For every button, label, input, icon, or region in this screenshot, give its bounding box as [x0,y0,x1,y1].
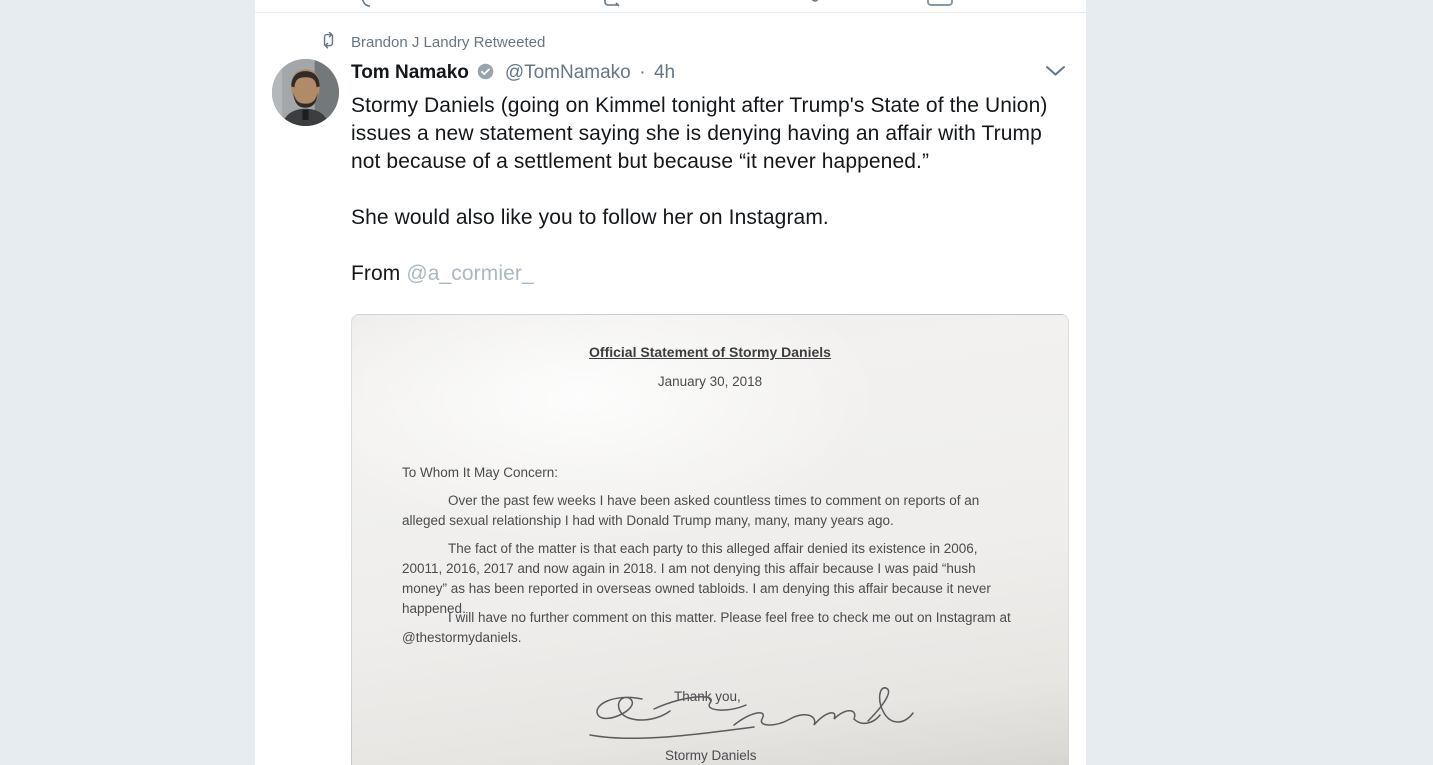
tweet-header [351,62,1070,88]
retweet-context [255,32,1086,52]
tweet-text-paragraph-1: Stormy Daniels (going on Kimmel tonight after Trump's State of the Union) issues a new statement saying she is denying having an affair with Trump not because of a settlement but because “it never happened.” [351,94,1048,173]
retweet-icon[interactable] [603,0,625,8]
from-label: From [351,262,407,285]
letter-salutation: To Whom It May Concern: [402,465,559,480]
avatar-photo [272,59,339,126]
author-handle[interactable]: @TomNamako [504,62,631,83]
previous-tweet-actions [255,0,1086,11]
retweet-context-label[interactable]: Brandon J Landry Retweeted [351,34,546,51]
tweet-text-paragraph-3 [351,260,1070,288]
letter-signature-name: Stormy Daniels [665,748,757,763]
letter-paragraph-3: I will have no further comment on this matter. Please feel free to check me out on Instagram at @thestormydaniels. [402,610,1011,645]
attached-letter-image[interactable] [351,314,1069,765]
verified-badge-icon [477,63,494,85]
tweet-divider [255,12,1086,13]
tweet-timestamp[interactable]: 4h [653,62,676,83]
chevron-down-icon[interactable] [1045,64,1066,82]
letter-closing: Thank you, [674,689,741,704]
tweet-text-paragraph-2: She would also like you to follow her on Instagram. [351,206,829,229]
letter-title: Official Statement of Stormy Daniels [589,344,831,360]
letter-date: January 30, 2018 [657,374,763,389]
avatar[interactable] [272,59,339,126]
letter-paragraph-1: Over the past few weeks I have been asked countless times to comment on reports of an alleged sexual relationship I had with Donald Trump many, many, many years ago. [402,493,980,528]
signature-handwriting [584,685,919,753]
reply-icon[interactable] [359,0,377,8]
separator-dot: · [639,62,646,83]
tweet-card [255,0,1086,765]
retweet-icon [319,32,339,53]
letter-paragraph-2: The fact of the matter is that each party to this alleged affair denied its existence in 2006, 20011, 2016, 2017 and now again in 2018. I am not denying this affair because I was paid “hush money” as has been reported in overseas owned tabloids. I am denying this affair because it never happened. [402,541,991,616]
tweet-body-container [351,62,1070,765]
message-icon[interactable] [927,0,953,6]
mention-link[interactable]: @a_cormier_ [406,262,534,285]
author-name[interactable]: Tom Namako [351,62,469,83]
like-icon[interactable] [806,0,824,8]
